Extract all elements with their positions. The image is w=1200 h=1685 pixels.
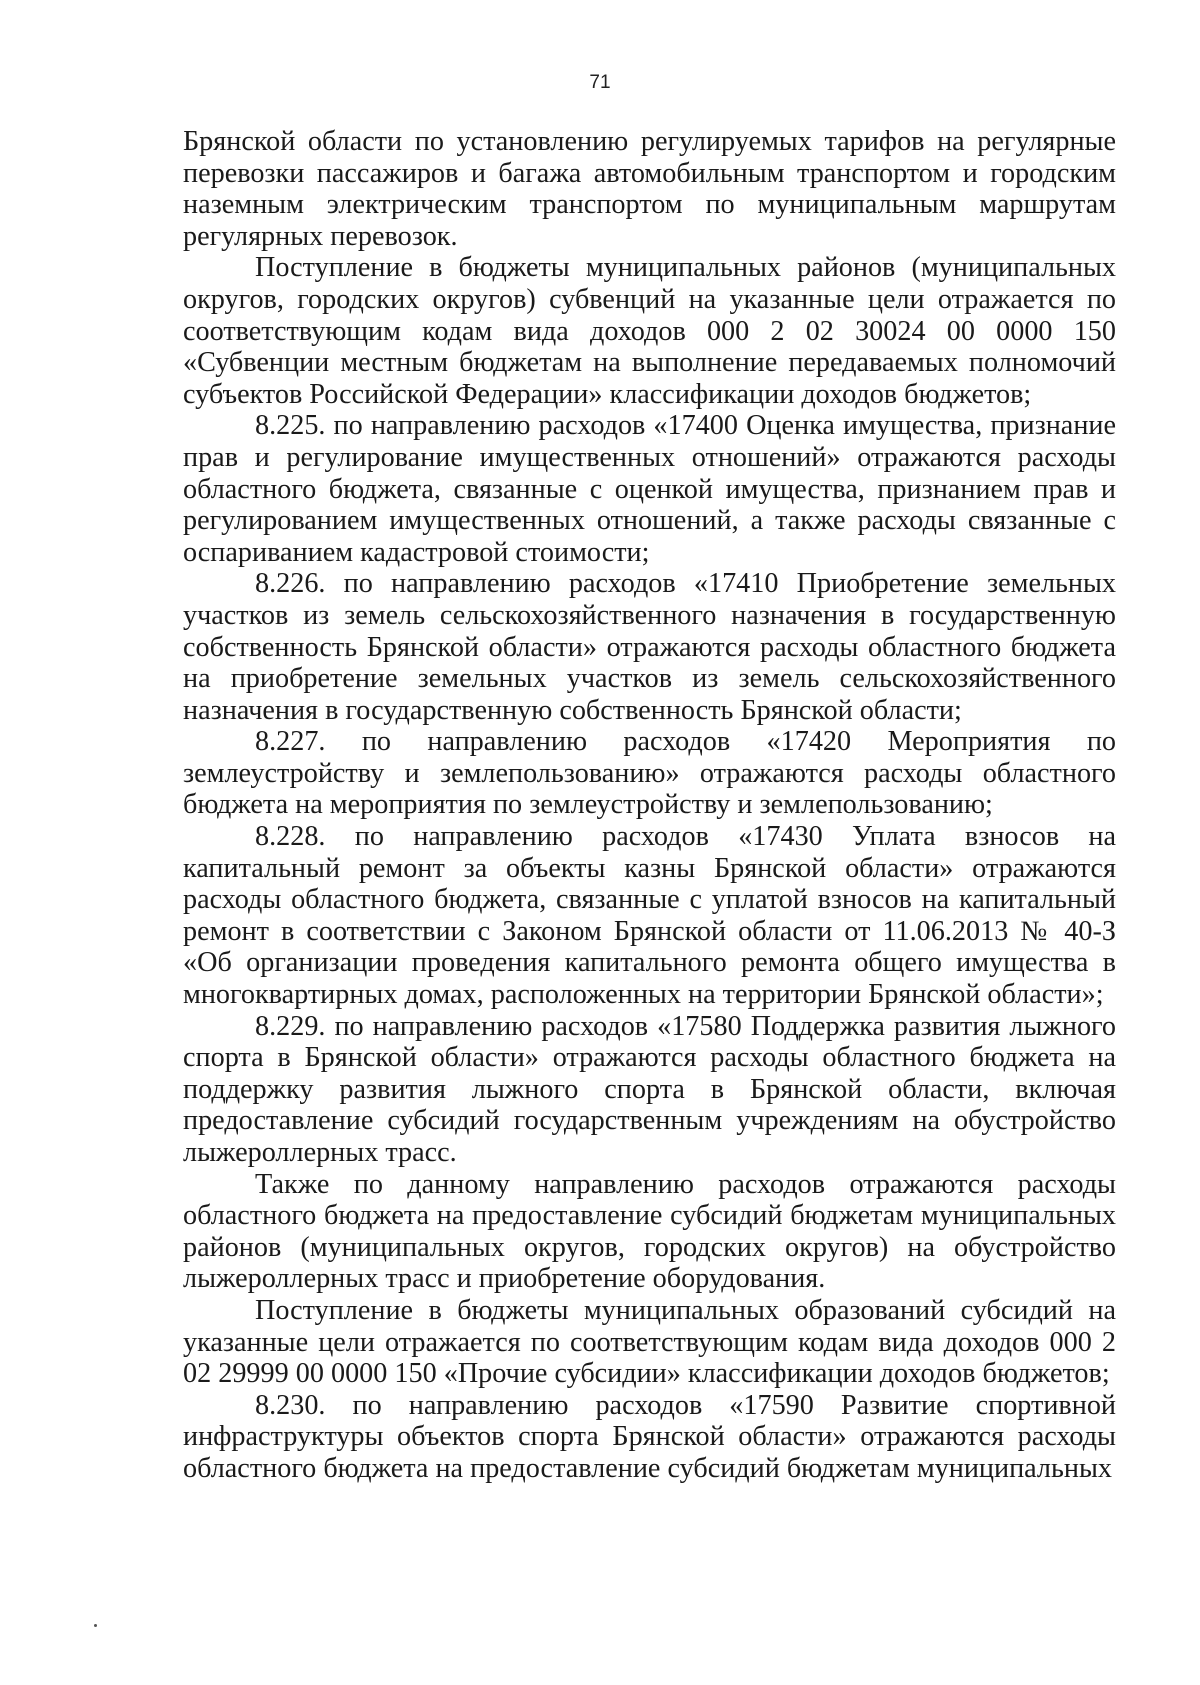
paragraph-8-226: 8.226. по направлению расходов «17410 Приобретение земельных участков из земель сельскохозяйственного назначения в государственную собственность Брянской области» отражаются расходы областного бюджета на приобретение земельных участков из земель сельскохозяйственного назначения в государственную собственность Брянской области; [183,568,1116,726]
paragraph-8-230: 8.230. по направлению расходов «17590 Развитие спортивной инфраструктуры объектов спорта Брянской области» отражаются расходы областного бюджета на предоставление субсидий бюджетам муниципальных [183,1389,1116,1484]
document-body [183,126,1116,1485]
scan-dot-mark [94,1624,97,1627]
paragraph-8-228: 8.228. по направлению расходов «17430 Уплата взносов на капитальный ремонт за объекты казны Брянской области» отражаются расходы областного бюджета, связанные с уплатой взносов на капитальный ремонт в соответствии с Законом Брянской области от 11.06.2013 № 40-З «Об организации проведения капитального ремонта общего имущества в многоквартирных домах, расположенных на территории Брянской области»; [183,821,1116,1011]
paragraph-subsidy-income: Поступление в бюджеты муниципальных образований субсидий на указанные цели отражается по соответствующим кодам вида доходов 000 2 02 29999 00 0000 150 «Прочие субсидии» классификации доходов бюджетов; [183,1294,1116,1390]
page-number: 71 [589,72,611,93]
paragraph-8-225: 8.225. по направлению расходов «17400 Оценка имущества, признание прав и регулирование имущественных отношений» отражаются расходы областного бюджета, связанные с оценкой имущества, признанием прав и регулированием имущественных отношений, а также расходы связанные с оспариванием кадастровой стоимости; [183,410,1116,568]
paragraph-subvention-income: Поступление в бюджеты муниципальных районов (муниципальных округов, городских округов) субвенций на указанные цели отражается по соответствующим кодам вида доходов 000 2 02 30024 00 0000 150 «Субвенции местным бюджетам на выполнение передаваемых полномочий субъектов Российской Федерации» классификации доходов бюджетов; [183,252,1116,410]
paragraph-also-direction: Также по данному направлению расходов отражаются расходы областного бюджета на предоставление субсидий бюджетам муниципальных районов (муниципальных округов, городских округов) на обустройство лыжероллерных трасс и приобретение оборудования. [183,1168,1116,1295]
paragraph-8-229: 8.229. по направлению расходов «17580 Поддержка развития лыжного спорта в Брянской области» отражаются расходы областного бюджета на поддержку развития лыжного спорта в Брянской области, включая предоставление субсидий государственным учреждениям на обустройство лыжероллерных трасс. [183,1010,1116,1168]
paragraph-continuation: Брянской области по установлению регулируемых тарифов на регулярные перевозки пассажиров и багажа автомобильным транспортом и городским наземным электрическим транспортом по муниципальным маршрутам регулярных перевозок. [183,126,1116,252]
paragraph-8-227: 8.227. по направлению расходов «17420 Мероприятия по землеустройству и землепользованию» отражаются расходы областного бюджета на мероприятия по землеустройству и землепользованию; [183,726,1116,821]
